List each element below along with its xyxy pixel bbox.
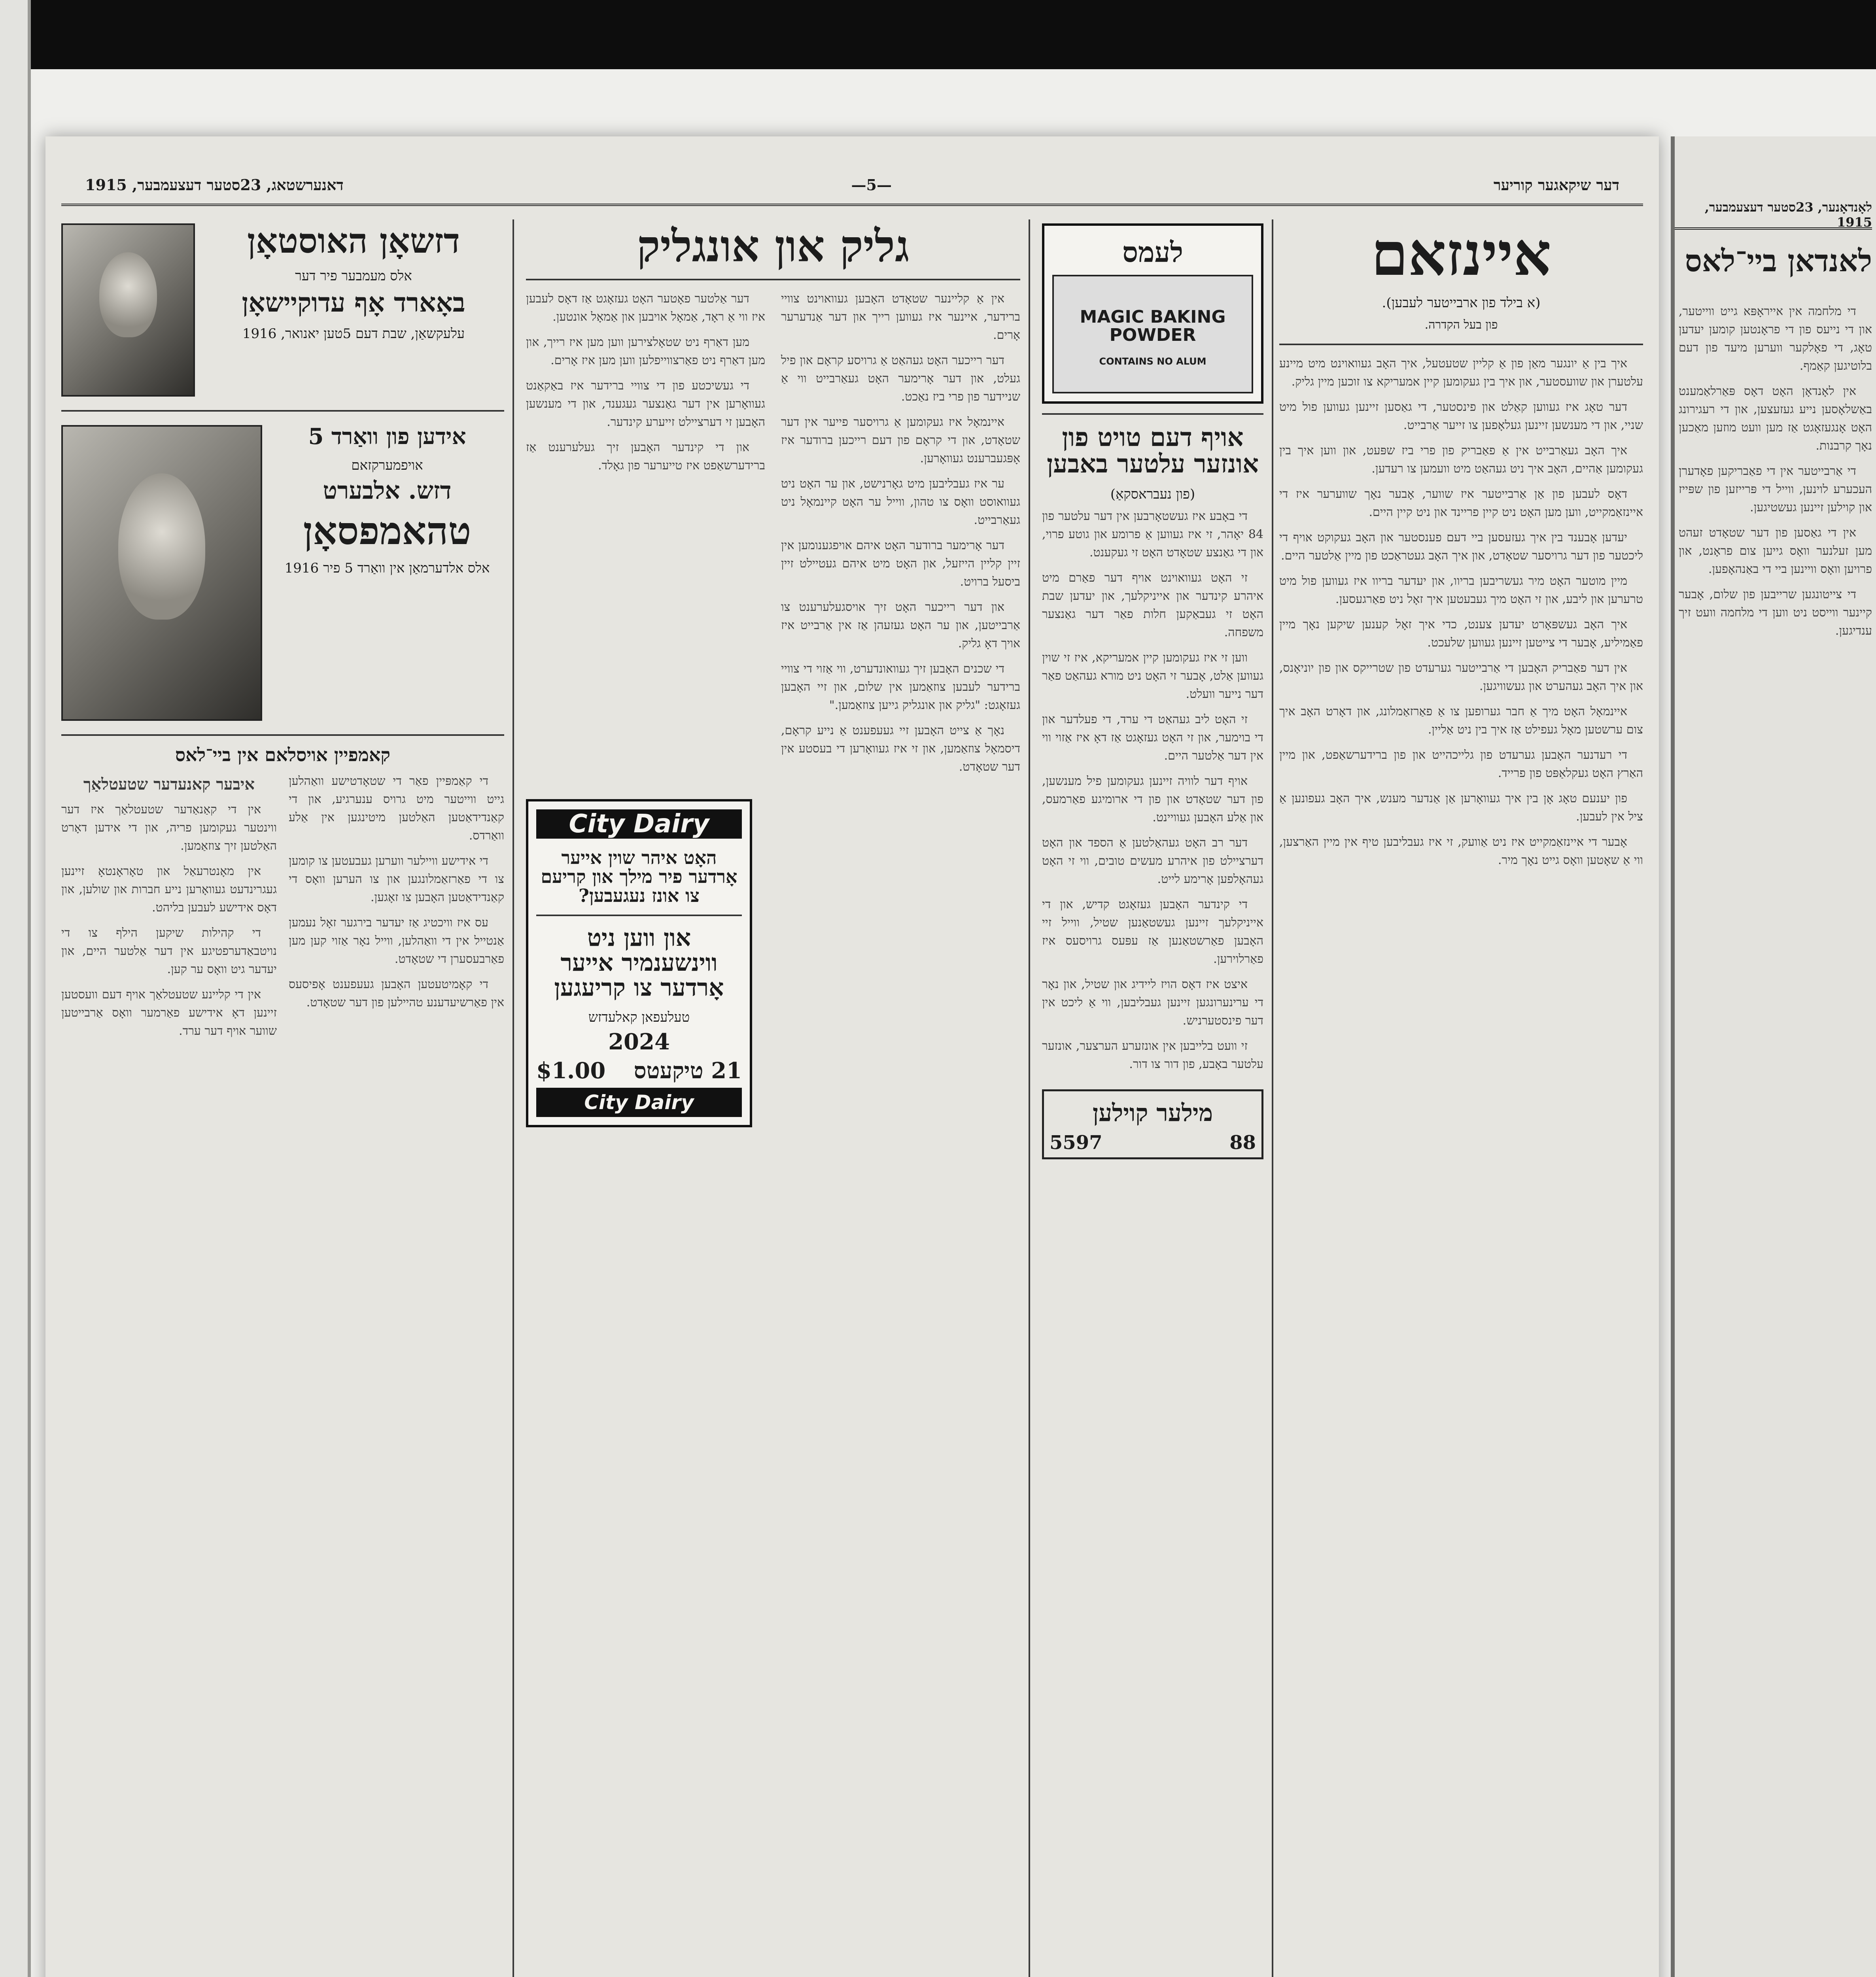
ad-tin-label: MAGIC BAKING POWDER: [1080, 306, 1226, 345]
masthead: [61, 168, 1643, 206]
city-dairy-line1: האָט איהר שוין אייער אָרדער פיר מילך און קריעם צו אונז נעגעבען?: [541, 847, 738, 907]
story-byline: (א בילד פון ארבייטער לעבען).: [1382, 295, 1541, 311]
adjacent-page-body: די מלחמה אין אייראָפּא גייט ווייטער, און די נייעס פון די פראָנטען קומען יעדען טאָג, די פאָלקער ווערען מיעד פון דעם בלוטיגען קאַמף. אין לאָנדאָן האָט דאָס פּאַרלאַמענט באַשלאָסען נייע געזעצען, און די רעגירונג האָט אָנגעזאָגט אַז מען וועט מוזען מאַכען נאָך קרבנות. די אַרבייטער אין די פאַבריקען פאָדערן העכערע לוינען, ווייל די פּרייזען פון שפּייז און קוילען זיינען געשטיגען. אין די גאַסען פון דער שטאָדט זעהט מען זעלנער וואָס גייען צום פראָנט, און פרויען וואָס וויינען ביי די באַנהאָפען. די צייטונגען שרייבען פון שלום, אָבער קיינער ווייסט ניט ווען די מלחמה וועט זיך ענדיגען.: [1679, 304, 1872, 638]
houston-name: דזשאָן האוסטאָן: [247, 221, 460, 261]
column-political-ads: [61, 219, 504, 1977]
luck-body-right: אין אַ קליינער שטאָדט האָבען געוואוינט צוויי ברידער, איינער איז געווען רייך און דער אַנדערער אָרים. דער רייכער האָט געהאַט אַ גרויסע קראָם און פיל געלט, און דער אָרימער האָט געאַרבייט ווי אַ שניידער פון פרי ביז נאַכט. איינמאָל איז געקומען אַ גרויסער פייער אין דער שטאָדט, און די קראָם פון דעם רייכען ברודער איז אָפּגעברענט געוואָרען. ער איז געבליבען מיט גאָרנישט, און ער האָט ניט געוואוסט וואָס צו טהון, ווייל ער האָט קיינמאָל ניט געאַרבייט. דער אָרימער ברודער האָט איהם אויפגענומען אין זיין קליין הייזעל, און האָט מיט איהם געטיילט זיין ביסעל ברויט. און דער רייכער האָט זיך אויסגעלערענט צו אַרבייטען, און ער האָט געזעהן אַז אין אַרבייט איז אויך דאָ גליק. די שכנים האָבען זיך געוואונדערט, ווי אַזוי די צוויי ברידער לעבען צוזאַמען אין שלום, און זיי האָבען געזאָגט: "גליק און אונגליק גייען צוזאַמען." נאָך אַ צייט האָבען זיי געעפענט אַ נייע קראָם, דיסמאָל צוזאַמען, און זי איז געוואָרען די בעסטע אין דער שטאָדט.: [781, 291, 1020, 774]
city-dairy-tickets: 21 טיקעטס: [634, 1058, 742, 1084]
city-dairy-line2: און ווען ניט ווינשענמיר אייער אָרדער צו קריעגען: [554, 924, 724, 1002]
campaign-body-left: איבער קאנעדער שטעטלאַך אין די קאַנאַדער שטעטלאַך איז דער ווינטער געקומען פריה, און די אידען דאָרט האַלטען זיך צוזאַמען. אין מאָנטרעאַל און טאָראָנטאָ זיינען געגרינדעט געוואָרען נייע חברות און שולען, און דאָס אידישע לעבען בליהט. די קהילות שיקען הילף צו די נויטבאַדערפטיגע אין דער אַלטער היים, און יעדער גיט וואָס ער קען. אין די קליינע שטעטלאַך אויף דעם וועסטען זיינען דאָ אידישע פאַרמער וואָס אַרבייטען שווער אויף דער ערד.: [61, 775, 277, 1038]
thompson-note: אלס אלדערמאַן אין וואַרד 5 פיר 1916: [284, 560, 490, 576]
baking-story-body: די באָבע איז געשטאָרבען אין דער עלטער פון 84 יאָהר, זי איז געווען אַ פרומע און גוטע פרוי, און די גאַנצע שטאָדט האָט זי געקענט. זי האָט געוואוינט אויף דער פאַרם מיט איהרע קינדער און אייניקלעך, און יעדען שבת האָט זי געבאַקען חלות פאַר דער גאַנצער משפחה. ווען זי איז געקומען קיין אמעריקא, איז זי שוין געווען אַלט, אָבער זי האָט ניט מורא געהאַט פאַר דער נייער וועלט. זי האָט ליב געהאַט די ערד, די פעלדער און די בוימער, און זי האָט געזאָגט אַז דאָ איז אַזוי ווי אין דער אַלטער היים. אויף דער לוויה זיינען געקומען פיל מענשען, פון דער שטאָדט און פון די ארומיגע פאַרמעס, און אַלע האָבען געוויינט. דער רב האָט געהאַלטען אַ הספד און האָט דערציילט פון איהרע מעשים טובים, ווי זי האָט געהאָלפען אָרימע לייט. די קינדער האָבען געזאָגט קדיש, און די אייניקלעך זיינען געשטאַנען שטיל, ווייל זיי האָבען פאַרשטאַנען אַז עפּעס גרויסעס איז פאַרלוירען. איצט איז דאָס הויז ליידיג און שטיל, און נאָר די ערינערונגען זיינען געבליבען, ווי אַ ליכט אין דער פינסטערניש. זי וועט בלייבען אין אונזערע הערצער, אונזער עלטער באָבע, פון דור צו דור.: [1042, 509, 1263, 1071]
baking-powder-tin-icon: [1052, 275, 1253, 393]
coal-address: 88: [1229, 1131, 1256, 1154]
column-baking-story: [1042, 219, 1263, 1977]
campaign-headline: קאמפיין אויסלאם אין ביי־לאס: [175, 744, 391, 765]
coal-ad[interactable]: [1042, 1089, 1263, 1159]
baking-story-sub: (פון נעבראסקאַ): [1110, 486, 1195, 502]
masthead-center: —5—: [851, 176, 892, 194]
houston-ad[interactable]: [203, 219, 504, 347]
story-author: פון בעל הקדרה.: [1424, 318, 1498, 332]
column-luck: [526, 219, 1020, 1977]
luck-body-left: דער אַלטער פאָטער האָט געזאָגט אַז דאָס לעבען איז ווי אַ ראָד, אַמאָל אויבען און אַמאָל אונטען. מען דאַרף ניט שטאָלצירען ווען מען איז רייך, און מען דאַרף ניט פאַרצווייפלען ווען מען איז אָרים. די געשיכטע פון די צוויי ברידער איז באַקאַנט געוואָרען אין דער גאַנצער געגענד, און די מענשען האָבען זי דערציילט זייערע קינדער. און די קינדער האָבען זיך געלערענט אַז ברידערשאַפט איז טייערער פון גאָלד.: [526, 291, 765, 473]
houston-portrait: [61, 223, 195, 397]
column-story-lonely: [1279, 219, 1643, 1977]
ad-tin-note: CONTAINS NO ALUM: [1099, 355, 1207, 367]
thompson-name2: טהאמפסאָן: [303, 508, 471, 553]
houston-sub2: באָארד אָף עדוקיישאָן: [242, 287, 465, 318]
luck-headline: גליק און אונגליק: [637, 221, 910, 272]
coal-title: מילער קוילען: [1092, 1099, 1213, 1127]
masthead-paper-name: דער שיקאגער קוריער: [1493, 176, 1619, 194]
magic-baking-powder-ad[interactable]: [1042, 223, 1263, 404]
story-body: איך בין אַ יונגער מאַן פון אַ קליין שטעטעל, איך האָב געוואוינט מיט מיינע עלטערן און שוועסטער, און איך בין געקומען קיין אמעריקא צו זוכען מיין גליק. דער טאָג איז געווען קאַלט און פינסטער, די גאַסען זיינען געווען פול מיט שניי, און די מענשען זיינען געלאָפען צו זייער אַרבייט. איך האָב געאַרבייט אין אַ פאַבריק פון פרי ביז שפּעט, און ווען איך בין געקומען אַהיים, האָב איך ניט געהאַט מיט וועמען צו רעדען. דאָס לעבען פון אַן אַרבייטער איז שווער, אָבער נאָך שווערער איז די איינזאַמקייט, ווען מען האָט ניט קיין פריינד און ניט קיין היים. יעדען אָבענד בין איך געזעסען ביי דעם פענסטער און האָב געקוקט אויף די ליכטער פון דער גרויסער שטאָדט, און איך האָב געטראַכט פון מיין אַלטער היים. מיין מוטער האָט מיר געשריבען בריוו, און יעדער בריוו איז געווען פול מיט טרערען און ליבע, און זי האָט מיך געבעטען איך זאָל ניט פאַרגעסען. איך האָב געשפּאָרט יעדען צענט, כדי איך זאָל קענען שיקען נאָך מיין פאַמיליע, אָבער די צייטען זיינען געווען שלעכט. אין דער פאַבריק האָבען די אַרבייטער גערעדט פון שטרייקס און פון יוניאָנס, און איך האָב געהערט און געשוויגען. איינמאָל האָט מיך אַ חבר גערופען צו אַ פאַרזאַמלונג, און דאָרט האָב איך צום ערשטען מאָל געפילט אַז איך בין ניט אַליין. די רעדנער האָבען גערעדט פון גלייכהייט און פון ברידערשאַפט, און מיין האַרץ האָט געקלאַפּט פון פרייד. פון יענעם טאָג אָן בין איך געוואָרען אַן אַנדער מענש, איך האָב געפונען אַ ציל אין לעבען. אָבער די איינזאַמקייט איז ניט אַוועק, זי איז געבליבען טיף אין מיין האַרצען, ווי אַ שאָטען וואָס גייט נאָך מיר.: [1279, 356, 1643, 867]
houston-note: עלעקשאַן, שבת דעם 5טען יאנואר, 1916: [242, 325, 465, 342]
thompson-name1: דזש. אלבערט: [323, 476, 452, 505]
thompson-portrait: [61, 425, 262, 721]
houston-sub1: אלס מעמבער פיר דער: [295, 268, 412, 284]
coal-phone: 5597: [1050, 1131, 1103, 1154]
thompson-kicker: אידען פון וואַרד 5: [308, 423, 466, 450]
thompson-ad[interactable]: [270, 421, 504, 581]
thompson-kicker2: אויפמערקזאם: [351, 457, 423, 473]
ad-brand-top: לעמס: [1122, 236, 1183, 268]
masthead-date: דאנערשטאג, 23סטער דעצעמבער, 1915: [85, 176, 344, 194]
city-dairy-price: $1.00: [536, 1058, 606, 1084]
city-dairy-phone-label: טעלעפאן קאלעדזש: [588, 1009, 690, 1026]
adjacent-page-header: לאָנדאָנער, 23סטער דעצעמבער, 1915: [1704, 200, 1872, 230]
city-dairy-logo: City Dairy: [536, 809, 742, 839]
city-dairy-phone: 2024: [608, 1029, 670, 1055]
campaign-body-right: די קאַמפּיין פאַר די שטאָדטישע וואַהלען גייט ווייטער מיט גרויס ענערגיע, און די קאַנדידאַטען האַלטען מיטינגען אין אַלע וואַרדס. די אידישע וויילער ווערען געבעטען צו קומען צו די פאַרזאַמלונגען און צו הערען וואָס די קאַנדידאַטען האָבען צו זאָגען. עס איז וויכטיג אַז יעדער בירגער זאָל נעמען אַנטייל אין די וואַהלען, ווייל נאָר אַזוי קען מען פאַרבעסערן די שטאָדט. די קאָמיטעטען האָבען געעפענט אָפיסעס אין פאַרשיעדענע טהיילען פון דער שטאָדט.: [288, 774, 504, 1010]
city-dairy-ad[interactable]: [526, 799, 752, 1128]
adjacent-page-headline: לאנדאן ביי־לאס: [1685, 243, 1872, 278]
adjacent-page: [1671, 136, 1876, 1977]
scan-left-border: [0, 0, 31, 1977]
lower-left-headline: איבער קאנעדער שטעטלאַך: [83, 775, 255, 794]
city-dairy-footer-logo: City Dairy: [536, 1088, 742, 1117]
scan-top-border: [0, 0, 1876, 69]
newspaper-page: [45, 136, 1659, 1977]
baking-story-headline: אויף דעם טויט פון אונזער עלטער באבען: [1046, 422, 1259, 479]
story-headline: איינזאם: [1371, 219, 1551, 289]
